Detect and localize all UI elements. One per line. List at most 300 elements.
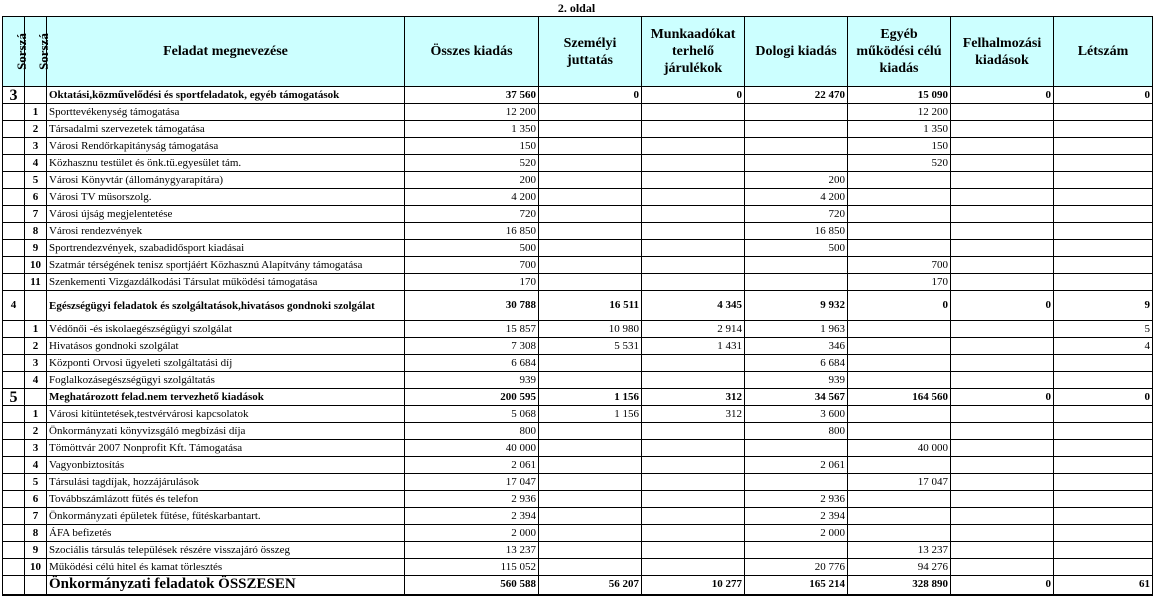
cell-sorszam-1[interactable] [3, 372, 25, 389]
cell-sorszam-1[interactable] [3, 559, 25, 576]
header-szemelyi-juttatas[interactable]: Személyi juttatás [539, 17, 642, 87]
cell-dologi[interactable] [745, 155, 848, 172]
cell-sorszam-2[interactable]: 7 [25, 206, 47, 223]
cell-osszes[interactable]: 7 308 [405, 338, 539, 355]
cell-felh[interactable] [951, 138, 1054, 155]
cell-felh[interactable] [951, 338, 1054, 355]
cell-egyeb[interactable]: 700 [848, 257, 951, 274]
cell-name[interactable]: Szatmár térségének tenisz sportjáért Közhasznú Alapítvány támogatása [47, 257, 405, 274]
cell-sorszam-2[interactable]: 2 [25, 121, 47, 138]
cell-dologi[interactable]: 346 [745, 338, 848, 355]
cell-felh[interactable]: 0 [951, 87, 1054, 104]
cell-munka[interactable]: 10 277 [642, 576, 745, 595]
cell-felh[interactable] [951, 406, 1054, 423]
cell-osszes[interactable]: 500 [405, 240, 539, 257]
cell-osszes[interactable]: 13 237 [405, 542, 539, 559]
cell-sorszam-2[interactable]: 2 [25, 338, 47, 355]
cell-felh[interactable] [951, 372, 1054, 389]
cell-letszam[interactable] [1054, 406, 1153, 423]
cell-osszes[interactable]: 520 [405, 155, 539, 172]
cell-osszes[interactable]: 17 047 [405, 474, 539, 491]
cell-szemelyi[interactable] [539, 457, 642, 474]
cell-sorszam-2[interactable]: 2 [25, 423, 47, 440]
cell-sorszam-2[interactable]: 6 [25, 491, 47, 508]
header-feladat[interactable]: Feladat megnevezése [47, 17, 405, 87]
cell-felh[interactable] [951, 257, 1054, 274]
cell-dologi[interactable]: 6 684 [745, 355, 848, 372]
cell-sorszam-2[interactable]: 7 [25, 508, 47, 525]
cell-osszes[interactable]: 40 000 [405, 440, 539, 457]
cell-munka[interactable] [642, 491, 745, 508]
cell-munka[interactable]: 2 914 [642, 321, 745, 338]
cell-sorszam-1[interactable] [3, 457, 25, 474]
cell-sorszam-1[interactable] [3, 138, 25, 155]
cell-dologi[interactable]: 500 [745, 240, 848, 257]
cell-osszes[interactable]: 800 [405, 423, 539, 440]
cell-felh[interactable] [951, 423, 1054, 440]
cell-dologi[interactable]: 2 000 [745, 525, 848, 542]
cell-munka[interactable] [642, 257, 745, 274]
cell-egyeb[interactable]: 15 090 [848, 87, 951, 104]
cell-sorszam-1[interactable] [3, 172, 25, 189]
cell-sorszam-1[interactable] [3, 576, 25, 595]
cell-name[interactable]: Működési célú hitel és kamat törlesztés [47, 559, 405, 576]
cell-szemelyi[interactable] [539, 223, 642, 240]
cell-egyeb[interactable] [848, 321, 951, 338]
cell-szemelyi[interactable] [539, 206, 642, 223]
cell-letszam[interactable] [1054, 223, 1153, 240]
cell-sorszam-1[interactable] [3, 104, 25, 121]
cell-felh[interactable] [951, 559, 1054, 576]
cell-osszes[interactable]: 15 857 [405, 321, 539, 338]
cell-dologi[interactable]: 3 600 [745, 406, 848, 423]
cell-name[interactable]: Városi rendezvények [47, 223, 405, 240]
cell-felh[interactable]: 0 [951, 576, 1054, 595]
cell-egyeb[interactable] [848, 206, 951, 223]
cell-dologi[interactable]: 4 200 [745, 189, 848, 206]
cell-name[interactable]: Sporttevékenység támogatása [47, 104, 405, 121]
cell-name[interactable]: Védőnői -és iskolaegészségügyi szolgálat [47, 321, 405, 338]
cell-egyeb[interactable] [848, 457, 951, 474]
cell-letszam[interactable] [1054, 559, 1153, 576]
cell-munka[interactable] [642, 474, 745, 491]
cell-sorszam-2[interactable]: 3 [25, 138, 47, 155]
cell-name[interactable]: Központi Orvosi ügyeleti szolgáltatási díj [47, 355, 405, 372]
cell-szemelyi[interactable]: 56 207 [539, 576, 642, 595]
cell-name[interactable]: Önkormányzati épületek fűtése, fűtéskarbantart. [47, 508, 405, 525]
cell-szemelyi[interactable]: 10 980 [539, 321, 642, 338]
cell-egyeb[interactable] [848, 406, 951, 423]
cell-egyeb[interactable]: 1 350 [848, 121, 951, 138]
cell-osszes[interactable]: 37 560 [405, 87, 539, 104]
cell-sorszam-1[interactable] [3, 321, 25, 338]
cell-szemelyi[interactable] [539, 423, 642, 440]
cell-sorszam-2[interactable]: 1 [25, 321, 47, 338]
cell-szemelyi[interactable] [539, 525, 642, 542]
cell-letszam[interactable]: 61 [1054, 576, 1153, 595]
cell-name[interactable]: Szenkementi Vizgazdálkodási Társulat működési támogatása [47, 274, 405, 291]
cell-dologi[interactable] [745, 440, 848, 457]
cell-sorszam-2[interactable]: 8 [25, 525, 47, 542]
cell-sorszam-1[interactable] [3, 155, 25, 172]
cell-felh[interactable] [951, 474, 1054, 491]
cell-sorszam-1[interactable] [3, 423, 25, 440]
cell-felh[interactable] [951, 355, 1054, 372]
cell-sorszam-2[interactable]: 9 [25, 542, 47, 559]
cell-munka[interactable] [642, 189, 745, 206]
cell-szemelyi[interactable] [539, 491, 642, 508]
cell-sorszam-2[interactable]: 4 [25, 457, 47, 474]
cell-egyeb[interactable] [848, 240, 951, 257]
cell-felh[interactable] [951, 508, 1054, 525]
cell-name[interactable]: Szociális társulás települések részére visszajáró összeg [47, 542, 405, 559]
cell-sorszam-2[interactable]: 5 [25, 474, 47, 491]
header-felhalmozasi[interactable]: Felhalmozási kiadások [951, 17, 1054, 87]
cell-munka[interactable] [642, 559, 745, 576]
cell-egyeb[interactable] [848, 372, 951, 389]
cell-egyeb[interactable] [848, 423, 951, 440]
cell-dologi[interactable] [745, 542, 848, 559]
cell-osszes[interactable]: 939 [405, 372, 539, 389]
cell-munka[interactable] [642, 457, 745, 474]
cell-sorszam-1[interactable] [3, 355, 25, 372]
cell-sorszam-2[interactable]: 3 [25, 440, 47, 457]
cell-dologi[interactable]: 2 394 [745, 508, 848, 525]
cell-munka[interactable] [642, 542, 745, 559]
cell-osszes[interactable]: 16 850 [405, 223, 539, 240]
cell-letszam[interactable] [1054, 372, 1153, 389]
cell-felh[interactable] [951, 457, 1054, 474]
cell-egyeb[interactable]: 164 560 [848, 389, 951, 406]
cell-szemelyi[interactable]: 1 156 [539, 389, 642, 406]
cell-munka[interactable] [642, 240, 745, 257]
cell-name[interactable]: Városi TV müsorszolg. [47, 189, 405, 206]
cell-munka[interactable] [642, 423, 745, 440]
cell-letszam[interactable]: 0 [1054, 87, 1153, 104]
cell-dologi[interactable]: 1 963 [745, 321, 848, 338]
cell-letszam[interactable] [1054, 474, 1153, 491]
cell-felh[interactable] [951, 491, 1054, 508]
cell-felh[interactable] [951, 542, 1054, 559]
cell-szemelyi[interactable] [539, 274, 642, 291]
cell-felh[interactable] [951, 223, 1054, 240]
cell-egyeb[interactable] [848, 338, 951, 355]
cell-szemelyi[interactable] [539, 542, 642, 559]
cell-munka[interactable]: 1 431 [642, 338, 745, 355]
cell-szemelyi[interactable] [539, 172, 642, 189]
cell-osszes[interactable]: 6 684 [405, 355, 539, 372]
cell-munka[interactable]: 312 [642, 389, 745, 406]
cell-letszam[interactable] [1054, 155, 1153, 172]
cell-egyeb[interactable]: 150 [848, 138, 951, 155]
cell-munka[interactable] [642, 155, 745, 172]
cell-name[interactable]: Továbbszámlázott fütés és telefon [47, 491, 405, 508]
cell-felh[interactable] [951, 189, 1054, 206]
cell-munka[interactable] [642, 372, 745, 389]
cell-osszes[interactable]: 115 052 [405, 559, 539, 576]
cell-sorszam-2[interactable]: 6 [25, 189, 47, 206]
cell-felh[interactable]: 0 [951, 291, 1054, 321]
cell-name[interactable]: ÁFA befizetés [47, 525, 405, 542]
cell-felh[interactable] [951, 172, 1054, 189]
cell-dologi[interactable]: 2 936 [745, 491, 848, 508]
cell-name[interactable]: Sportrendezvények, szabadidősport kiadásai [47, 240, 405, 257]
cell-dologi[interactable] [745, 474, 848, 491]
cell-name[interactable]: Egészségügyi feladatok és szolgáltatások,hivatásos gondnoki szolgálat [47, 291, 405, 321]
cell-sorszam-1[interactable]: 4 [3, 291, 25, 321]
cell-sorszam-1[interactable] [3, 274, 25, 291]
cell-sorszam-1[interactable] [3, 121, 25, 138]
cell-name[interactable]: Társulási tagdíjak, hozzájárulások [47, 474, 405, 491]
header-dologi-kiadas[interactable]: Dologi kiadás [745, 17, 848, 87]
cell-name[interactable]: Oktatási,közművelődési és sportfeladatok, egyéb támogatások [47, 87, 405, 104]
cell-letszam[interactable] [1054, 525, 1153, 542]
cell-egyeb[interactable] [848, 172, 951, 189]
cell-dologi[interactable]: 20 776 [745, 559, 848, 576]
cell-dologi[interactable] [745, 104, 848, 121]
cell-dologi[interactable]: 939 [745, 372, 848, 389]
cell-szemelyi[interactable] [539, 104, 642, 121]
cell-sorszam-1[interactable] [3, 525, 25, 542]
cell-egyeb[interactable]: 328 890 [848, 576, 951, 595]
cell-szemelyi[interactable] [539, 440, 642, 457]
cell-letszam[interactable] [1054, 355, 1153, 372]
cell-egyeb[interactable] [848, 355, 951, 372]
cell-sorszam-2[interactable]: 9 [25, 240, 47, 257]
cell-egyeb[interactable]: 13 237 [848, 542, 951, 559]
cell-dologi[interactable]: 720 [745, 206, 848, 223]
cell-letszam[interactable] [1054, 240, 1153, 257]
cell-sorszam-1[interactable] [3, 189, 25, 206]
cell-szemelyi[interactable]: 5 531 [539, 338, 642, 355]
header-munkaadokat-terhelo[interactable]: Munkaadókat terhelő járulékok [642, 17, 745, 87]
cell-szemelyi[interactable]: 16 511 [539, 291, 642, 321]
cell-letszam[interactable]: 5 [1054, 321, 1153, 338]
cell-name[interactable]: Önkormányzati feladatok ÖSSZESEN [47, 576, 405, 595]
cell-egyeb[interactable] [848, 508, 951, 525]
cell-osszes[interactable]: 4 200 [405, 189, 539, 206]
cell-szemelyi[interactable] [539, 189, 642, 206]
header-egyeb-mukodesi[interactable]: Egyéb működési célú kiadás [848, 17, 951, 87]
cell-egyeb[interactable] [848, 223, 951, 240]
cell-sorszam-1[interactable] [3, 474, 25, 491]
cell-osszes[interactable]: 30 788 [405, 291, 539, 321]
cell-letszam[interactable] [1054, 104, 1153, 121]
cell-munka[interactable] [642, 440, 745, 457]
cell-name[interactable]: Önkormányzati könyvizsgáló megbízási díja [47, 423, 405, 440]
cell-name[interactable]: Tömöttvár 2007 Nonprofit Kft. Támogatása [47, 440, 405, 457]
cell-sorszam-2[interactable]: 4 [25, 372, 47, 389]
cell-felh[interactable]: 0 [951, 389, 1054, 406]
cell-name[interactable]: Városi Rendőrkapitányság támogatása [47, 138, 405, 155]
cell-osszes[interactable]: 2 936 [405, 491, 539, 508]
cell-egyeb[interactable] [848, 189, 951, 206]
cell-osszes[interactable]: 700 [405, 257, 539, 274]
cell-sorszam-2[interactable]: 10 [25, 559, 47, 576]
cell-sorszam-1[interactable] [3, 206, 25, 223]
cell-letszam[interactable] [1054, 423, 1153, 440]
cell-dologi[interactable] [745, 121, 848, 138]
cell-letszam[interactable] [1054, 138, 1153, 155]
cell-letszam[interactable] [1054, 189, 1153, 206]
cell-name[interactable]: Foglalkozásegészségügyi szolgáltatás [47, 372, 405, 389]
cell-egyeb[interactable]: 12 200 [848, 104, 951, 121]
cell-munka[interactable] [642, 508, 745, 525]
cell-letszam[interactable] [1054, 440, 1153, 457]
cell-egyeb[interactable]: 520 [848, 155, 951, 172]
cell-name[interactable]: Közhasznu testület és önk.tü.egyesület tám. [47, 155, 405, 172]
cell-szemelyi[interactable] [539, 474, 642, 491]
cell-munka[interactable]: 312 [642, 406, 745, 423]
cell-letszam[interactable] [1054, 508, 1153, 525]
cell-egyeb[interactable]: 170 [848, 274, 951, 291]
cell-sorszam-2[interactable]: 5 [25, 172, 47, 189]
cell-name[interactable]: Vagyonbiztosítás [47, 457, 405, 474]
cell-letszam[interactable]: 4 [1054, 338, 1153, 355]
cell-dologi[interactable]: 22 470 [745, 87, 848, 104]
cell-osszes[interactable]: 5 068 [405, 406, 539, 423]
cell-letszam[interactable]: 9 [1054, 291, 1153, 321]
cell-munka[interactable]: 0 [642, 87, 745, 104]
cell-szemelyi[interactable]: 0 [539, 87, 642, 104]
cell-sorszam-2[interactable]: 3 [25, 355, 47, 372]
cell-sorszam-2[interactable]: 8 [25, 223, 47, 240]
cell-osszes[interactable]: 150 [405, 138, 539, 155]
cell-egyeb[interactable] [848, 525, 951, 542]
cell-szemelyi[interactable] [539, 559, 642, 576]
cell-szemelyi[interactable] [539, 355, 642, 372]
cell-name[interactable]: Társadalmi szervezetek támogatása [47, 121, 405, 138]
cell-osszes[interactable]: 560 588 [405, 576, 539, 595]
cell-felh[interactable] [951, 121, 1054, 138]
cell-dologi[interactable]: 165 214 [745, 576, 848, 595]
cell-dologi[interactable]: 200 [745, 172, 848, 189]
cell-dologi[interactable]: 9 932 [745, 291, 848, 321]
cell-munka[interactable] [642, 138, 745, 155]
header-sorszam-2[interactable]: Sorszá [25, 17, 47, 87]
cell-munka[interactable] [642, 223, 745, 240]
cell-osszes[interactable]: 2 394 [405, 508, 539, 525]
cell-egyeb[interactable]: 40 000 [848, 440, 951, 457]
cell-osszes[interactable]: 12 200 [405, 104, 539, 121]
cell-dologi[interactable]: 34 567 [745, 389, 848, 406]
cell-dologi[interactable] [745, 257, 848, 274]
cell-osszes[interactable]: 2 000 [405, 525, 539, 542]
cell-name[interactable]: Hivatásos gondnoki szolgálat [47, 338, 405, 355]
cell-szemelyi[interactable] [539, 372, 642, 389]
cell-sorszam-2[interactable]: 1 [25, 406, 47, 423]
cell-egyeb[interactable] [848, 491, 951, 508]
cell-osszes[interactable]: 170 [405, 274, 539, 291]
cell-sorszam-1[interactable] [3, 338, 25, 355]
cell-name[interactable]: Városi Könyvtár (állománygyarapítára) [47, 172, 405, 189]
cell-dologi[interactable] [745, 138, 848, 155]
cell-felh[interactable] [951, 104, 1054, 121]
cell-letszam[interactable] [1054, 542, 1153, 559]
cell-sorszam-2[interactable] [25, 576, 47, 595]
cell-sorszam-2[interactable] [25, 389, 47, 406]
cell-sorszam-1[interactable]: 5 [3, 389, 25, 406]
cell-sorszam-1[interactable] [3, 440, 25, 457]
cell-letszam[interactable] [1054, 172, 1153, 189]
cell-dologi[interactable] [745, 274, 848, 291]
cell-felh[interactable] [951, 274, 1054, 291]
cell-osszes[interactable]: 720 [405, 206, 539, 223]
cell-munka[interactable]: 4 345 [642, 291, 745, 321]
cell-letszam[interactable] [1054, 257, 1153, 274]
cell-munka[interactable] [642, 525, 745, 542]
cell-egyeb[interactable]: 17 047 [848, 474, 951, 491]
cell-szemelyi[interactable] [539, 138, 642, 155]
cell-szemelyi[interactable]: 1 156 [539, 406, 642, 423]
cell-felh[interactable] [951, 240, 1054, 257]
cell-sorszam-1[interactable] [3, 491, 25, 508]
cell-sorszam-1[interactable] [3, 542, 25, 559]
cell-name[interactable]: Meghatározott felad.nem tervezhető kiadások [47, 389, 405, 406]
cell-szemelyi[interactable] [539, 508, 642, 525]
header-sorszam-1[interactable]: Sorszá [3, 17, 25, 87]
cell-sorszam-1[interactable]: 3 [3, 87, 25, 104]
cell-munka[interactable] [642, 206, 745, 223]
cell-sorszam-2[interactable] [25, 87, 47, 104]
cell-szemelyi[interactable] [539, 155, 642, 172]
cell-sorszam-1[interactable] [3, 257, 25, 274]
cell-sorszam-1[interactable] [3, 406, 25, 423]
cell-sorszam-2[interactable]: 1 [25, 104, 47, 121]
cell-felh[interactable] [951, 321, 1054, 338]
cell-felh[interactable] [951, 155, 1054, 172]
cell-sorszam-1[interactable] [3, 508, 25, 525]
cell-felh[interactable] [951, 206, 1054, 223]
cell-egyeb[interactable]: 94 276 [848, 559, 951, 576]
cell-munka[interactable] [642, 104, 745, 121]
cell-felh[interactable] [951, 525, 1054, 542]
cell-egyeb[interactable]: 0 [848, 291, 951, 321]
cell-letszam[interactable] [1054, 121, 1153, 138]
cell-dologi[interactable]: 2 061 [745, 457, 848, 474]
cell-sorszam-2[interactable]: 11 [25, 274, 47, 291]
header-letszam[interactable]: Létszám [1054, 17, 1153, 87]
cell-osszes[interactable]: 1 350 [405, 121, 539, 138]
cell-sorszam-2[interactable]: 10 [25, 257, 47, 274]
cell-felh[interactable] [951, 440, 1054, 457]
cell-szemelyi[interactable] [539, 240, 642, 257]
cell-osszes[interactable]: 200 [405, 172, 539, 189]
cell-munka[interactable] [642, 121, 745, 138]
cell-letszam[interactable] [1054, 274, 1153, 291]
cell-letszam[interactable] [1054, 491, 1153, 508]
cell-munka[interactable] [642, 355, 745, 372]
cell-name[interactable]: Városi újság megjelentetése [47, 206, 405, 223]
cell-szemelyi[interactable] [539, 257, 642, 274]
cell-sorszam-1[interactable] [3, 240, 25, 257]
cell-dologi[interactable]: 16 850 [745, 223, 848, 240]
cell-szemelyi[interactable] [539, 121, 642, 138]
cell-munka[interactable] [642, 274, 745, 291]
cell-munka[interactable] [642, 172, 745, 189]
cell-osszes[interactable]: 200 595 [405, 389, 539, 406]
cell-letszam[interactable] [1054, 206, 1153, 223]
cell-name[interactable]: Városi kitüntetések,testvérvárosi kapcsolatok [47, 406, 405, 423]
cell-letszam[interactable]: 0 [1054, 389, 1153, 406]
cell-osszes[interactable]: 2 061 [405, 457, 539, 474]
cell-letszam[interactable] [1054, 457, 1153, 474]
cell-dologi[interactable]: 800 [745, 423, 848, 440]
cell-sorszam-2[interactable] [25, 291, 47, 321]
cell-sorszam-2[interactable]: 4 [25, 155, 47, 172]
header-osszes-kiadas[interactable]: Összes kiadás [405, 17, 539, 87]
cell-sorszam-1[interactable] [3, 223, 25, 240]
